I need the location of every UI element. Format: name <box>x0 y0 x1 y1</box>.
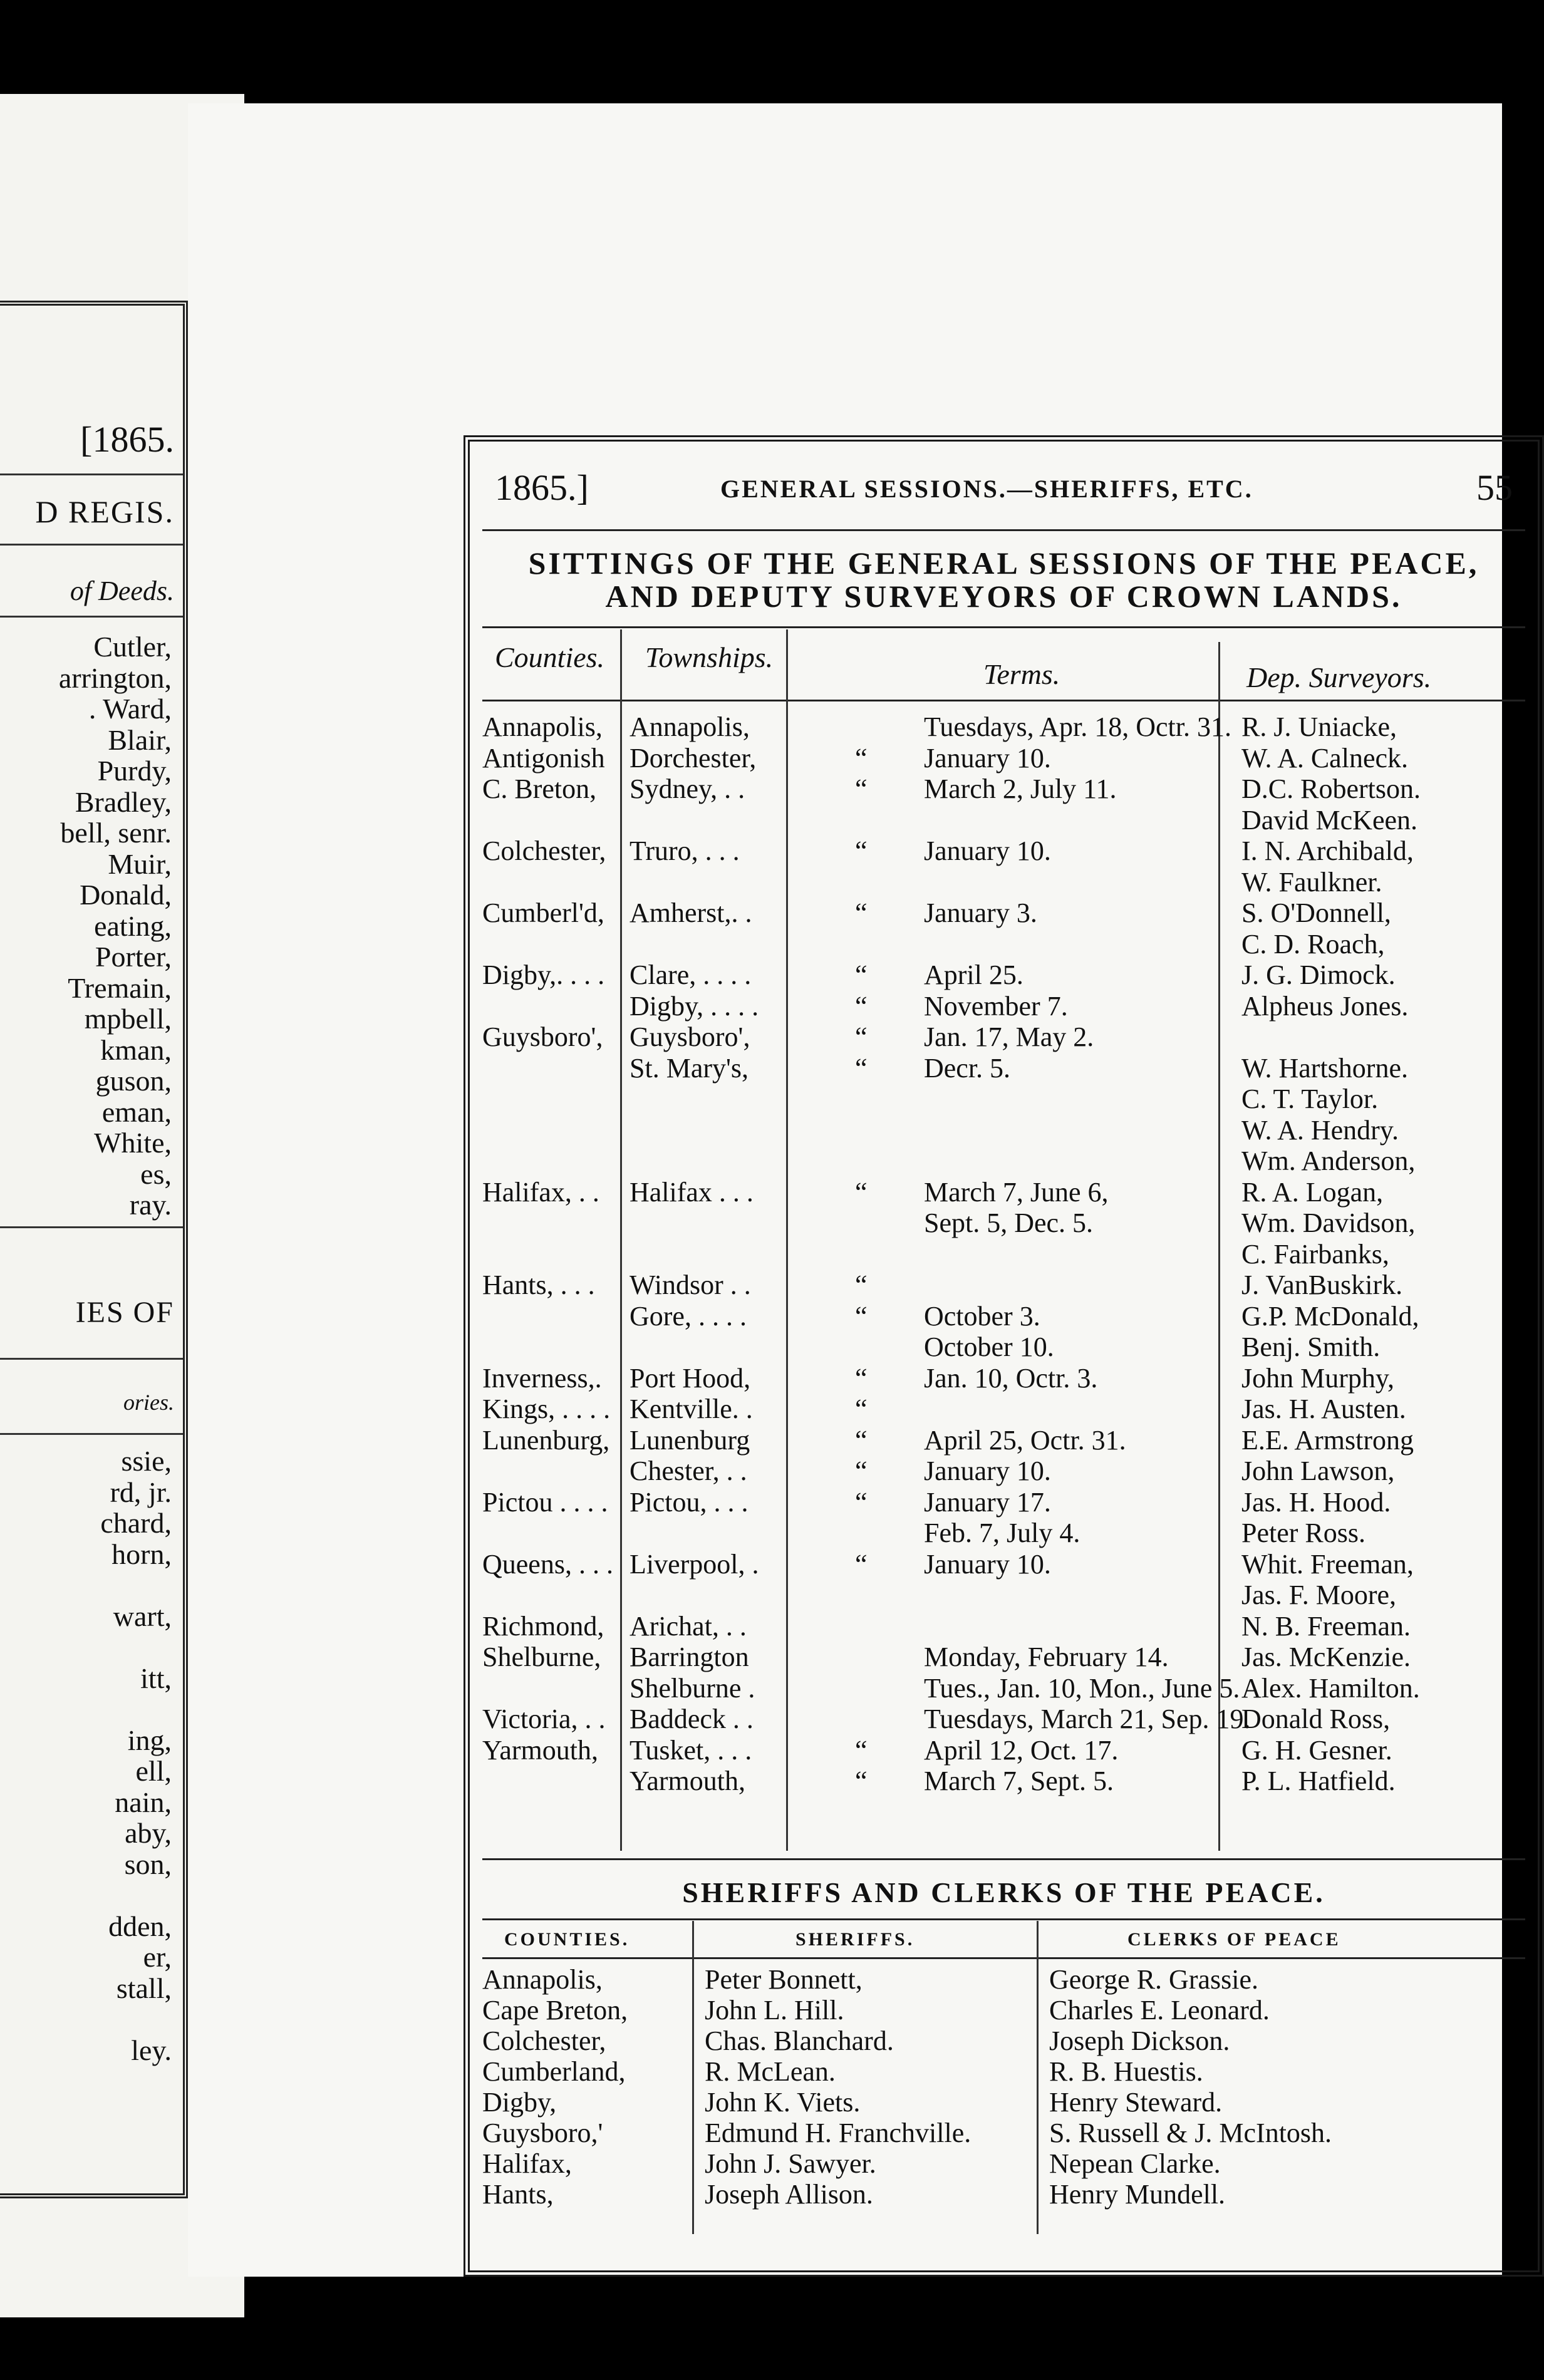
header-rule <box>482 529 1525 531</box>
sheriff-name-cell: Edmund H. Franchville. <box>705 2118 971 2148</box>
ditto-mark: “ <box>855 1486 868 1518</box>
surveyor-cell: Donald Ross, <box>1241 1704 1391 1734</box>
sessions-row <box>470 1052 1538 1084</box>
ditto-mark: “ <box>855 742 868 773</box>
sheriff-county-cell: Cape Breton, <box>482 1995 628 2026</box>
sheriff-name-cell: John J. Sawyer. <box>705 2148 876 2179</box>
col-header-townships: Townships. <box>645 641 774 673</box>
township-cell: Kentville. . <box>630 1394 753 1424</box>
sheriff-name-cell: Joseph Allison. <box>705 2179 873 2210</box>
terms-cell: March 7, Sept. 5. <box>924 1766 1114 1796</box>
surveyor-cell: S. O'Donnell, <box>1241 898 1391 928</box>
ditto-mark: “ <box>855 1362 868 1394</box>
terms-cell: Decr. 5. <box>924 1052 1011 1084</box>
sessions-row <box>470 1703 1538 1734</box>
county-cell: Halifax, . . <box>482 1176 599 1208</box>
township-cell: Shelburne . <box>630 1672 755 1704</box>
sheriff-county-cell: Annapolis, <box>482 1964 603 1995</box>
sessions-row <box>470 1269 1538 1300</box>
clerk-name-cell: Charles E. Leonard. <box>1049 1995 1270 2026</box>
left-rule <box>0 1433 183 1435</box>
sessions-row <box>470 1672 1538 1704</box>
page-frame <box>464 435 1544 2277</box>
sessions-row <box>470 1176 1538 1208</box>
sheriff-name-cell: Chas. Blanchard. <box>705 2026 894 2056</box>
sheriff-county-cell: Hants, <box>482 2179 554 2210</box>
left-rule <box>0 473 183 475</box>
surveyor-cell: Jas. H. Austen. <box>1241 1394 1406 1424</box>
surveyor-cell: C. T. Taylor. <box>1241 1084 1379 1114</box>
main-title-line-1: SITTINGS OF THE GENERAL SESSIONS OF THE PEACE, <box>528 546 1479 581</box>
terms-cell: October 10. <box>924 1332 1054 1362</box>
surveyor-cell: W. Faulkner. <box>1241 866 1382 898</box>
surveyor-cell: R. A. Logan, <box>1241 1176 1384 1208</box>
sessions-row <box>470 1362 1538 1394</box>
sessions-row <box>470 804 1538 836</box>
surveyor-cell: J. VanBuskirk. <box>1241 1270 1403 1300</box>
terms-cell: April 25. <box>924 960 1023 990</box>
county-cell: Cumberl'd, <box>482 898 604 928</box>
left-name-entry: ing, <box>127 1724 172 1756</box>
surveyor-cell: John Lawson, <box>1241 1456 1395 1486</box>
surveyor-cell: G.P. McDonald, <box>1241 1300 1419 1332</box>
clerk-name-cell: Henry Mundell. <box>1049 2179 1226 2210</box>
left-name-entry: horn, <box>111 1538 172 1570</box>
surveyor-cell: C. Fairbanks, <box>1241 1238 1389 1270</box>
sessions-row <box>470 1610 1538 1642</box>
surveyor-cell: J. G. Dimock. <box>1241 960 1396 990</box>
surveyor-cell: C. D. Roach, <box>1241 928 1385 960</box>
county-cell: C. Breton, <box>482 773 597 804</box>
sessions-row <box>470 1579 1538 1610</box>
terms-cell: Monday, February 14. <box>924 1642 1169 1672</box>
sessions-row <box>470 1300 1538 1332</box>
surveyor-cell: W. A. Hendry. <box>1241 1114 1399 1146</box>
sheriffs-header-rule <box>482 1957 1525 1959</box>
sheriff-county-cell: Guysboro,' <box>482 2118 603 2148</box>
township-cell: Guysboro', <box>630 1022 750 1052</box>
sheriff-county-cell: Cumberland, <box>482 2056 626 2087</box>
county-cell: Kings, . . . . <box>482 1394 611 1424</box>
left-name-entry <box>100 1570 172 1601</box>
terms-cell: Tues., Jan. 10, Mon., June 5. <box>924 1672 1240 1704</box>
left-name-entry <box>100 1694 172 1725</box>
col-header-surveyors: Dep. Surveyors. <box>1246 661 1432 693</box>
left-name-entry: ley. <box>131 2034 172 2066</box>
col-header-rule <box>482 700 1525 701</box>
main-title-line-2: AND DEPUTY SURVEYORS OF CROWN LANDS. <box>605 579 1402 614</box>
ditto-mark: “ <box>855 1424 868 1456</box>
ditto-mark: “ <box>855 773 868 804</box>
left-name-entry: ray. <box>129 1189 172 1221</box>
terms-cell: January 17. <box>924 1486 1051 1518</box>
left-name-entry: Muir, <box>108 847 172 880</box>
sheriffs-row <box>470 2086 1538 2117</box>
county-cell: Antigonish <box>482 742 605 773</box>
sessions-row <box>470 1517 1538 1548</box>
left-rule <box>0 1358 183 1360</box>
terms-cell: April 12, Oct. 17. <box>924 1734 1119 1766</box>
left-name-entry: itt, <box>140 1662 172 1694</box>
terms-cell: Tuesdays, March 21, Sep. 19. <box>924 1704 1251 1734</box>
left-name-entry: eman, <box>101 1095 172 1128</box>
sheriffs-rule <box>482 1918 1525 1920</box>
sessions-row <box>470 959 1538 990</box>
sheriff-name-cell: Peter Bonnett, <box>705 1964 863 1995</box>
surveyor-cell: G. H. Gesner. <box>1241 1734 1392 1766</box>
ditto-mark: “ <box>855 1270 868 1300</box>
running-head-title: GENERAL SESSIONS.—SHERIFFS, ETC. <box>720 475 1253 503</box>
township-cell: Tusket, . . . <box>630 1734 752 1766</box>
surveyor-cell: Wm. Davidson, <box>1241 1208 1416 1238</box>
left-name-entry: wart, <box>113 1600 172 1632</box>
left-name-entry: nain, <box>115 1786 172 1818</box>
township-cell: Arichat, . . <box>630 1610 747 1642</box>
surveyor-cell: E.E. Armstrong <box>1241 1424 1414 1456</box>
surveyor-cell: Alex. Hamilton. <box>1241 1672 1420 1704</box>
sheriff-name-cell: John K. Viets. <box>705 2087 861 2118</box>
township-cell: Barrington <box>630 1642 749 1672</box>
township-cell: Clare, . . . . <box>630 960 752 990</box>
sessions-row <box>470 1021 1538 1052</box>
left-name-entry: guson, <box>95 1065 172 1097</box>
sessions-row <box>470 1083 1538 1114</box>
surveyor-cell: David McKeen. <box>1241 804 1418 836</box>
surveyor-cell: D.C. Robertson. <box>1241 773 1421 804</box>
sessions-row <box>470 1331 1538 1362</box>
sheriffs-row <box>470 2148 1538 2178</box>
left-name-entry: son, <box>124 1848 172 1880</box>
terms-cell: January 10. <box>924 1548 1051 1580</box>
township-cell: Lunenburg <box>630 1424 750 1456</box>
sessions-row <box>470 928 1538 960</box>
left-col-header-2: ories. <box>123 1390 174 1415</box>
sessions-row <box>470 897 1538 928</box>
sessions-row <box>470 1145 1538 1176</box>
sheriff-name-cell: John L. Hill. <box>705 1995 844 2026</box>
terms-cell: November 7. <box>924 990 1068 1022</box>
surveyor-cell: Jas. McKenzie. <box>1241 1642 1411 1672</box>
township-cell: Chester, . . <box>630 1456 747 1486</box>
terms-cell: January 3. <box>924 898 1037 928</box>
county-cell: Annapolis, <box>482 711 603 742</box>
col-header-counties: Counties. <box>495 641 605 673</box>
township-cell: Port Hood, <box>630 1362 751 1394</box>
left-name-entry: arrington, <box>58 661 172 694</box>
sessions-row <box>470 1238 1538 1270</box>
left-name-entry: stall, <box>116 1972 172 2004</box>
township-cell: Halifax . . . <box>630 1176 754 1208</box>
township-cell: Digby, . . . . <box>630 990 759 1022</box>
sessions-row <box>470 1641 1538 1672</box>
surveyor-cell: Whit. Freeman, <box>1241 1548 1414 1580</box>
left-rule <box>0 616 183 618</box>
sheriffs-col-counties: COUNTIES. <box>504 1929 630 1950</box>
left-name-entry: mpbell, <box>84 1003 172 1035</box>
county-cell: Queens, . . . <box>482 1548 613 1580</box>
left-name-entry: Cutler, <box>93 631 172 663</box>
terms-cell: January 10. <box>924 742 1051 773</box>
surveyor-cell: Alpheus Jones. <box>1241 990 1409 1022</box>
surveyor-cell: W. Hartshorne. <box>1241 1052 1408 1084</box>
clerk-name-cell: R. B. Huestis. <box>1049 2056 1203 2087</box>
surveyor-cell: John Murphy, <box>1241 1362 1395 1394</box>
sheriffs-row <box>470 2178 1538 2209</box>
county-cell: Colchester, <box>482 836 606 866</box>
ditto-mark: “ <box>855 1548 868 1580</box>
county-cell: Shelburne, <box>482 1642 601 1672</box>
left-name-entry: dden, <box>108 1910 172 1942</box>
left-name-entry: eating, <box>94 909 172 942</box>
county-cell: Richmond, <box>482 1610 604 1642</box>
sessions-row <box>470 1548 1538 1580</box>
township-cell: St. Mary's, <box>630 1052 749 1084</box>
surveyor-cell: Jas. H. Hood. <box>1241 1486 1391 1518</box>
sessions-row <box>470 1207 1538 1238</box>
sessions-row <box>470 1765 1538 1796</box>
title-rule <box>482 626 1525 628</box>
sessions-row <box>470 1393 1538 1424</box>
left-name-entry: Blair, <box>108 723 172 756</box>
ditto-mark: “ <box>855 990 868 1022</box>
township-cell: Baddeck . . <box>630 1704 754 1734</box>
clerk-name-cell: Joseph Dickson. <box>1049 2026 1230 2056</box>
township-cell: Gore, . . . . <box>630 1300 747 1332</box>
township-cell: Yarmouth, <box>630 1766 746 1796</box>
left-name-entry: chard, <box>100 1507 172 1539</box>
township-cell: Amherst,. . <box>630 898 752 928</box>
sessions-row <box>470 990 1538 1022</box>
sheriff-county-cell: Colchester, <box>482 2026 606 2056</box>
clerk-name-cell: George R. Grassie. <box>1049 1964 1258 1995</box>
ditto-mark: “ <box>855 898 868 928</box>
terms-cell: March 7, June 6, <box>924 1176 1109 1208</box>
left-name-entry: White, <box>94 1127 172 1159</box>
left-name-entry: Tremain, <box>68 971 172 1004</box>
terms-cell: Tuesdays, Apr. 18, Octr. 31. <box>924 711 1231 742</box>
terms-cell: January 10. <box>924 1456 1051 1486</box>
sheriff-county-cell: Digby, <box>482 2087 557 2118</box>
sessions-row <box>470 1486 1538 1518</box>
township-cell: Pictou, . . . <box>630 1486 749 1518</box>
sessions-row <box>470 742 1538 773</box>
running-head-year: 1865.] <box>495 467 589 508</box>
left-rule <box>0 1226 183 1228</box>
clerk-name-cell: Henry Steward. <box>1049 2087 1223 2118</box>
sheriffs-col-sheriffs: SHERIFFS. <box>795 1929 915 1950</box>
sessions-row <box>470 1114 1538 1146</box>
sheriff-county-cell: Halifax, <box>482 2148 572 2179</box>
left-name-entry: Porter, <box>95 941 172 973</box>
township-cell: Truro, . . . <box>630 836 740 866</box>
county-cell: Yarmouth, <box>482 1734 599 1766</box>
sessions-row <box>470 1734 1538 1766</box>
left-name-entry: Bradley, <box>75 785 172 818</box>
left-names-list-2 <box>100 1446 172 2066</box>
left-name-entry: . Ward, <box>88 693 172 725</box>
left-page-frame <box>0 301 188 2198</box>
col-header-terms: Terms. <box>983 658 1060 690</box>
ditto-mark: “ <box>855 1022 868 1052</box>
terms-cell: Feb. 7, July 4. <box>924 1518 1080 1548</box>
county-cell: Pictou . . . . <box>482 1486 608 1518</box>
left-col-header: of Deeds. <box>70 576 174 606</box>
sheriffs-row <box>470 1994 1538 2025</box>
county-cell: Lunenburg, <box>482 1424 610 1456</box>
township-cell: Windsor . . <box>630 1270 751 1300</box>
sessions-row <box>470 835 1538 866</box>
left-rule <box>0 544 183 546</box>
ditto-mark: “ <box>855 1300 868 1332</box>
ditto-mark: “ <box>855 960 868 990</box>
county-cell: Digby,. . . . <box>482 960 605 990</box>
surveyor-cell: Peter Ross. <box>1241 1518 1365 1548</box>
left-name-entry <box>100 1880 172 1911</box>
left-name-entry: aby, <box>125 1817 172 1849</box>
ditto-mark: “ <box>855 1394 868 1424</box>
terms-cell: April 25, Octr. 31. <box>924 1424 1126 1456</box>
surveyor-cell: Benj. Smith. <box>1241 1332 1381 1362</box>
township-cell: Dorchester, <box>630 742 757 773</box>
county-cell: Guysboro', <box>482 1022 603 1052</box>
terms-cell: Jan. 17, May 2. <box>924 1022 1094 1052</box>
terms-cell: Sept. 5, Dec. 5. <box>924 1208 1094 1238</box>
township-cell: Annapolis, <box>630 711 750 742</box>
terms-cell: October 3. <box>924 1300 1040 1332</box>
ditto-mark: “ <box>855 1456 868 1486</box>
sessions-row <box>470 1455 1538 1486</box>
township-cell: Liverpool, . <box>630 1548 759 1580</box>
county-cell: Inverness,. <box>482 1362 602 1394</box>
left-page-header: [1865. <box>80 419 174 460</box>
left-name-entry: rd, jr. <box>110 1476 172 1508</box>
left-name-entry <box>100 2004 172 2035</box>
surveyor-cell: Jas. F. Moore, <box>1241 1580 1397 1610</box>
ditto-mark: “ <box>855 1766 868 1796</box>
left-name-entry: er, <box>143 1941 172 1973</box>
sheriffs-row <box>470 2056 1538 2086</box>
surveyor-cell: R. J. Uniacke, <box>1241 711 1397 742</box>
township-cell: Sydney, . . <box>630 773 745 804</box>
sessions-row <box>470 711 1538 742</box>
section-rule <box>482 1858 1525 1860</box>
sessions-row <box>470 773 1538 804</box>
ditto-mark: “ <box>855 1052 868 1084</box>
left-page-subheader: D REGIS. <box>35 494 174 529</box>
left-section-title: IES OF <box>75 1296 174 1329</box>
left-name-entry: es, <box>140 1157 172 1190</box>
ditto-mark: “ <box>855 1734 868 1766</box>
sessions-row <box>470 1424 1538 1456</box>
sheriffs-row <box>470 2025 1538 2056</box>
right-page <box>188 103 1513 2277</box>
left-name-entry: Donald, <box>80 879 172 911</box>
ditto-mark: “ <box>855 836 868 866</box>
sheriffs-col-clerks: CLERKS OF PEACE <box>1127 1929 1341 1950</box>
terms-cell: January 10. <box>924 836 1051 866</box>
surveyor-cell: W. A. Calneck. <box>1241 742 1408 773</box>
clerk-name-cell: S. Russell & J. McIntosh. <box>1049 2118 1332 2148</box>
ditto-mark: “ <box>855 1176 868 1208</box>
county-cell: Hants, . . . <box>482 1270 595 1300</box>
sheriffs-title: SHERIFFS AND CLERKS OF THE PEACE. <box>682 1876 1325 1908</box>
left-name-entry: ell, <box>135 1755 172 1787</box>
sheriff-name-cell: R. McLean. <box>705 2056 836 2087</box>
surveyor-cell: P. L. Hatfield. <box>1241 1766 1396 1796</box>
sessions-row <box>470 866 1538 898</box>
surveyor-cell: I. N. Archibald, <box>1241 836 1414 866</box>
left-name-entry <box>100 1632 172 1663</box>
terms-cell: March 2, July 11. <box>924 773 1117 804</box>
left-name-entry: ssie, <box>121 1445 172 1477</box>
terms-cell: Jan. 10, Octr. 3. <box>924 1362 1098 1394</box>
left-name-entry: kman, <box>100 1033 172 1066</box>
sheriffs-row <box>470 2117 1538 2148</box>
sheriffs-row <box>470 1963 1538 1994</box>
clerk-name-cell: Nepean Clarke. <box>1049 2148 1221 2179</box>
left-name-entry: bell, senr. <box>60 817 172 849</box>
left-names-list <box>59 631 172 1221</box>
page-number: 55 <box>1476 467 1513 508</box>
surveyor-cell: N. B. Freeman. <box>1241 1610 1411 1642</box>
county-cell: Victoria, . . <box>482 1704 606 1734</box>
left-name-entry: Purdy, <box>97 755 172 787</box>
surveyor-cell: Wm. Anderson, <box>1241 1146 1416 1176</box>
